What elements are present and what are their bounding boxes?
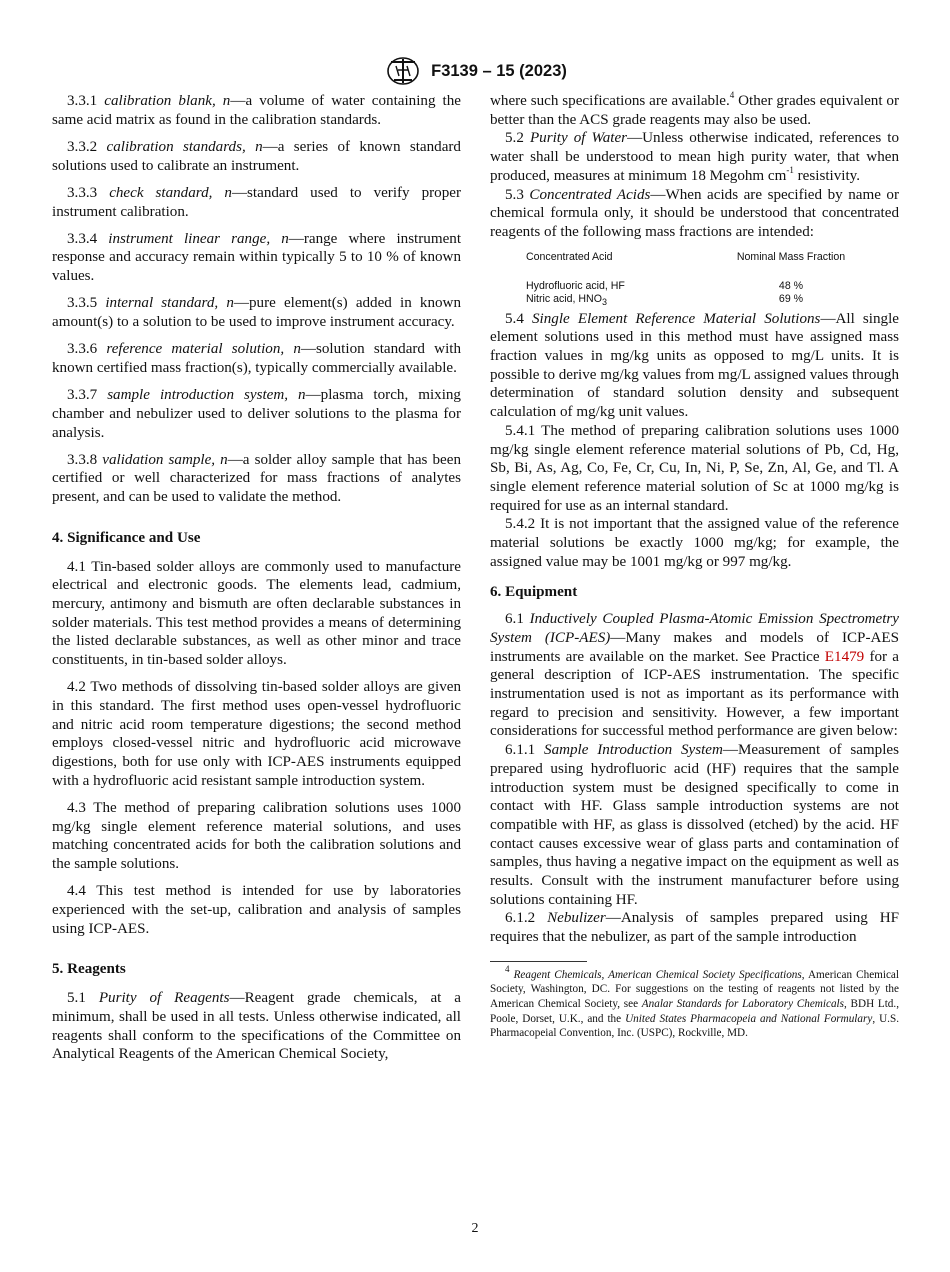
practice-e1479-link[interactable]: E1479 (824, 648, 865, 665)
table-row: Nitric acid, $HNO_3$ 69 % (526, 292, 804, 307)
paragraph-5-4-1: 5.4.1 The method of preparing calibration solutions uses 1000 mg/kg single element reference material solutions of Pb, Cd, Hg, Sb, Bi, As, Ag, Co, Fe, Cr, Cu, In, Ni, P, Se, Zn, Al, Ge, and Tl. A single element reference material solution of Sc at 1000 mg/kg is required for use as an internal standard. (490, 422, 899, 514)
definition-3-3-3: 3.3.3 check standard, n—standard used to verify proper instrument calibration. (52, 184, 461, 220)
paragraph-6-1-2: 6.1.2 Nebulizer—Analysis of samples prepared using HF requires that the nebulizer, as part of the sample introduction (490, 910, 899, 946)
footnote-ref-4[interactable]: 4 (729, 89, 735, 100)
right-column (490, 89, 900, 1041)
table-header-row (526, 251, 851, 280)
paragraph-4-2: 4.2 Two methods of dissolving tin-based solder alloys are given in this standard. The first method uses open-vessel hydrofluoric and nitric acid room temperature digestions; the second method employs closed-vessel nitric and hydrofluoric acid microwave digestions, both for use only with ICP-AES instruments equipped with a hydrofluoric acid resistant sample introduction system. (52, 679, 461, 789)
definition-3-3-8: 3.3.8 validation sample, n—a solder alloy sample that has been certified or well characterized for mass fractions of analytes present, and can be used to validate the method. (52, 451, 461, 506)
standard-designation: F3139 – 15 (2023) (431, 61, 567, 80)
definition-3-3-4: 3.3.4 instrument linear range, n—range where instrument response and accuracy remain within typically 5 to 10 % of known values. (52, 230, 462, 285)
definition-3-3-7: 3.3.7 sample introduction system, n—plasma torch, mixing chamber and nebulizer used to deliver solutions to the plasma for analysis. (52, 387, 461, 441)
definition-3-3-5: 3.3.5 internal standard, n—pure element(s) added in known amount(s) to a solution to be used to improve instrument accuracy. (52, 295, 461, 331)
definition-3-3-2: 3.3.2 calibration standards, n—a series of known standard solutions used to calibrate an instrument. (52, 138, 461, 174)
section-4-heading: 4. Significance and Use (52, 529, 201, 546)
paragraph-4-3: 4.3 The method of preparing calibration solutions uses 1000 mg/kg single element reference material solutions, and uses matching concentrated acids for both the calibration solutions and the sample solutions. (52, 800, 461, 873)
paragraph-5-3: 5.3 Concentrated Acids—When acids are specified by name or chemical formula only, it should be understood that concentrated reagents of the following mass fractions are intended: (490, 186, 900, 240)
astm-logo-icon (383, 56, 423, 86)
table-header-acid: Concentrated Acid (526, 250, 613, 263)
page-number: 2 (471, 1221, 479, 1236)
paragraph-5-1: 5.1 Purity of Reagents—Reagent grade chemicals, at a minimum, shall be used in all tests. Unless otherwise indicated, all reagents shall conform to the specifications of the Committee on Analytical Reagents of the American Chemical Society, (52, 990, 461, 1063)
table-row: Hydrofluoric acid, HF 48 % (526, 279, 804, 292)
table-header-mass-fraction: Nominal Mass Fraction (736, 250, 846, 263)
definition-3-3-6: 3.3.6 reference material solution, n—solution standard with known certified mass fraction(s), typically commercially available. (52, 341, 461, 376)
paragraph-5-2: 5.2 Purity of Water—Unless otherwise indicated, references to water shall be understood to mean high purity water, that when produced, measures at minimum 18 Megohm $cm^{-1}$ resistivity. (490, 130, 900, 184)
section-6-heading: 6. Equipment (490, 584, 578, 601)
acid-table (526, 251, 851, 306)
definition-3-3-1: 3.3.1 calibration blank, n—a volume of water containing the same acid matrix as found in the calibration standards. (52, 93, 461, 128)
paragraph-5-1-continued: where such specifications are available.$^4$ Other grades equivalent or better than the ACS grade reagents may also be used. (490, 89, 899, 128)
paragraph-4-4: 4.4 This test method is intended for use by laboratories experienced with the set-up, calibration and analysis of samples using ICP-AES. (52, 883, 461, 937)
left-column (52, 92, 461, 1064)
paragraph-5-4-2: 5.4.2 It is not important that the assigned value of the reference material solutions be exactly 1000 mg/kg; for example, the assigned value may be 1001 mg/kg or 997 mg/kg. (490, 516, 899, 570)
footnote-divider (490, 961, 587, 962)
page-header (0, 56, 950, 82)
paragraph-6-1: 6.1 Inductively Coupled Plasma-Atomic Emission Spectrometry System (ICP-AES)—Many makes and models of ICP-AES instruments are available on the market. See Practice E1479 for a general description of ICP-AES instrumentation. The specific instrumentation used is not as important as its performance with regard to precision and sensitivity. However, a few important considerations for successful method performance are given below: (490, 611, 900, 740)
paragraph-4-1: 4.1 Tin-based solder alloys are commonly used to manufacture electrical and electronic goods. The elements lead, cadmium, mercury, antimony and bismuth are often declarable substances in solder materials. This test method provides a means of determining the listed declarable substances, as well as other minor and trace constituents, in tin-based solder alloys. (52, 558, 461, 669)
section-5-heading: 5. Reagents (52, 961, 126, 978)
paragraph-5-4: 5.4 Single Element Reference Material Solutions—All single element solutions used in this method must have assigned mass fraction values in mg/kg units as opposed to mg/L units. It is possible to derive mg/kg values from mg/L assigned values through determination of standard solution density and subsequent calculation of mg/kg unit values. (490, 310, 899, 421)
paragraph-6-1-1: 6.1.1 Sample Introduction System—Measurement of samples prepared using hydrofluoric acid (HF) requires that the sample introduction system must be designed specifically to come in contact with HF. Glass sample introduction systems are not compatible with HF, as glass is dissolved (etched) by the acid. HF contact causes excessive wear of glass parts and contamination of samples, thus having a negative impact on the equipment as well as results. Consult with the instrument manufacturer before using solutions containing HF. (490, 742, 899, 908)
footnote-4: $^4$ Reagent Chemicals, American Chemical Society Specifications, American Chemical Society, Washington, DC. For suggestions on the testing of reagents not listed by the American Chemical Society, see Analar Standards for Laboratory Chemicals, BDH Ltd., Poole, Dorset, U.K., and the United States Pharmacopeia and National Formulary, U.S. Pharmacopeial Convention, Inc. (USPC), Rockville, MD. (490, 964, 900, 1040)
